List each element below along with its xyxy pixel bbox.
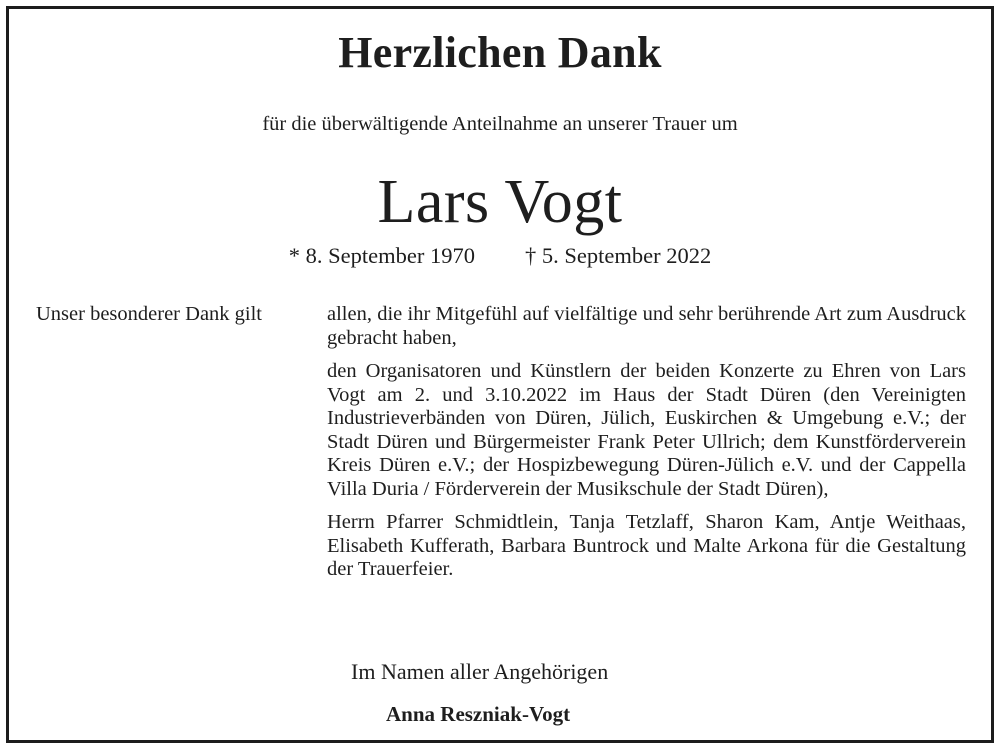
notice-subtitle: für die überwältigende Anteilnahme an unserer Trauer um xyxy=(262,113,738,135)
closing-line: Im Namen aller Angehörigen xyxy=(351,659,609,684)
birth-date: * 8. September 1970 xyxy=(288,243,475,268)
thanks-paragraph: den Organisatoren und Künstlern der beiden Konzerte zu Ehren von Lars Vogt am 2. und 3.10.2022 im Haus der Stadt Düren (den Vereinigten Industrieverbänden von Düren, Jülich, Euskirchen & Umgebung e.V.; der Stadt Düren und Bürgermeister Frank Peter Ullrich; dem Kunstförderverein Kreis Düren e.V.; der Hospizbewegung Düren-Jülich e.V. und der Cappella Villa Duria / Förderverein der Musikschule der Stadt Düren), xyxy=(327,360,966,500)
thanks-label: Unser besonderer Dank gilt xyxy=(36,303,263,325)
deceased-name: Lars Vogt xyxy=(377,168,623,236)
notice-frame xyxy=(6,6,994,743)
thanks-paragraph: Herrn Pfarrer Schmidtlein, Tanja Tetzlaff, Sharon Kam, Antje Weithaas, Elisabeth Kufferath, Barbara Buntrock und Malte Arkona für die Gestaltung der Trauerfeier. xyxy=(327,511,966,580)
thanks-paragraph: allen, die ihr Mitgefühl auf vielfältige und sehr berührende Art zum Ausdruck gebracht haben, xyxy=(327,303,966,349)
life-dates xyxy=(9,243,991,269)
thanks-body xyxy=(327,303,966,592)
signature: Anna Reszniak-Vogt xyxy=(386,702,571,726)
death-date: † 5. September 2022 xyxy=(525,243,712,268)
notice-heading: Herzlichen Dank xyxy=(338,28,662,77)
